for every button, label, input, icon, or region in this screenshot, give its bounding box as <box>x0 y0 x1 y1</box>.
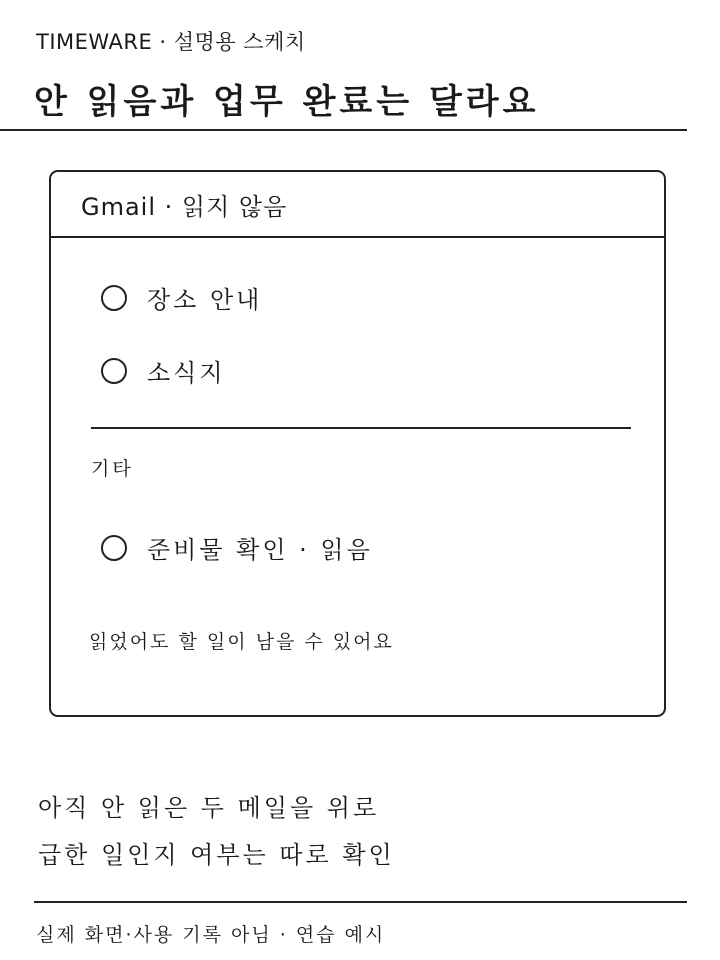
mail-item-label: 장소 안내 <box>147 286 263 314</box>
section-label-other: 기타 <box>91 458 134 480</box>
mail-item-venue[interactable] <box>101 280 262 315</box>
radio-circle-icon[interactable] <box>101 285 127 311</box>
card-note: 읽었어도 할 일이 남을 수 있어요 <box>89 631 394 653</box>
page-title: 안 읽음과 업무 완료는 달라요 <box>34 82 540 122</box>
footer-note: 실제 화면·사용 기록 아님 · 연습 예시 <box>36 924 386 946</box>
mail-item-newsletter[interactable] <box>101 353 226 388</box>
mailbox-filter-label: Gmail · 읽지 않음 <box>81 192 288 221</box>
mail-item-supplies[interactable] <box>101 530 373 565</box>
caption-line-2: 급한 일인지 여부는 따로 확인 <box>38 841 395 869</box>
radio-circle-icon[interactable] <box>101 358 127 384</box>
mail-item-label: 준비물 확인 · 읽음 <box>147 536 373 564</box>
mail-item-label: 소식지 <box>147 359 226 387</box>
section-divider <box>91 427 631 429</box>
caption-line-1: 아직 안 읽은 두 메일을 위로 <box>38 794 380 822</box>
mail-card <box>49 170 666 717</box>
card-header <box>51 172 664 238</box>
radio-circle-icon[interactable] <box>101 535 127 561</box>
header-divider <box>0 129 687 131</box>
footer-divider <box>34 901 687 903</box>
eyebrow-label: TIMEWARE · 설명용 스케치 <box>36 30 306 54</box>
